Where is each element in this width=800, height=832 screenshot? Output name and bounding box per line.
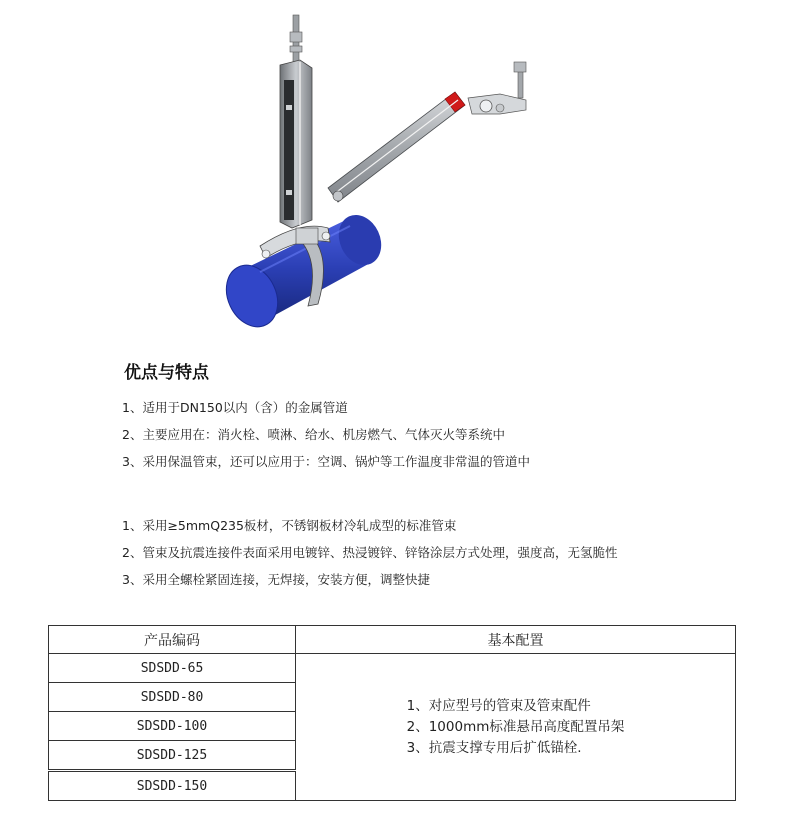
feature-item: 1、适用于DN150以内（含）的金属管道: [122, 400, 348, 415]
material-notes-list: [122, 512, 617, 593]
table-header-row: [49, 626, 736, 654]
product-code-cell: SDSDD-65: [49, 654, 296, 683]
feature-list: [122, 394, 530, 475]
material-note-item: 3、采用全螺栓紧固连接，无焊接，安装方便，调整快捷: [122, 572, 430, 587]
material-note-item: 2、管束及抗震连接件表面采用电镀锌、热浸镀锌、锌铬涂层方式处理，强度高，无氢脆性: [122, 545, 618, 560]
diagonal-brace: [328, 92, 465, 202]
config-line: 2、1000mm标准悬吊高度配置吊架: [406, 718, 625, 735]
header-basic-config: 基本配置: [296, 626, 736, 654]
product-spec-table: [48, 625, 736, 801]
header-product-code: 产品编码: [49, 626, 296, 654]
config-line: 3、抗震支撑专用后扩低锚栓.: [406, 739, 582, 756]
feature-item: 3、采用保温管束，还可以应用于：空调、锅炉等工作温度非常温的管道中: [122, 454, 530, 469]
hanger-rod: [290, 15, 302, 65]
product-code-cell: SDSDD-125: [49, 741, 296, 771]
material-note-item: 1、采用≥5mmQ235板材，不锈钢板材冷轧成型的标准管束: [122, 518, 457, 533]
config-cell: [296, 654, 736, 801]
seismic-pipe-brace-illustration: [200, 10, 560, 350]
feature-item: 2、主要应用在：消火栓、喷淋、给水、机房燃气、气体灭火等系统中: [122, 427, 505, 442]
brace-anchor: [468, 62, 526, 114]
product-code-cell: SDSDD-80: [49, 683, 296, 712]
config-line: 1、对应型号的管束及管束配件: [406, 697, 591, 714]
vertical-strut: [280, 60, 312, 228]
table-row: [49, 654, 736, 683]
product-code-cell: SDSDD-100: [49, 712, 296, 741]
product-code-cell: SDSDD-150: [49, 771, 296, 801]
section-heading: 优点与特点: [124, 363, 209, 383]
